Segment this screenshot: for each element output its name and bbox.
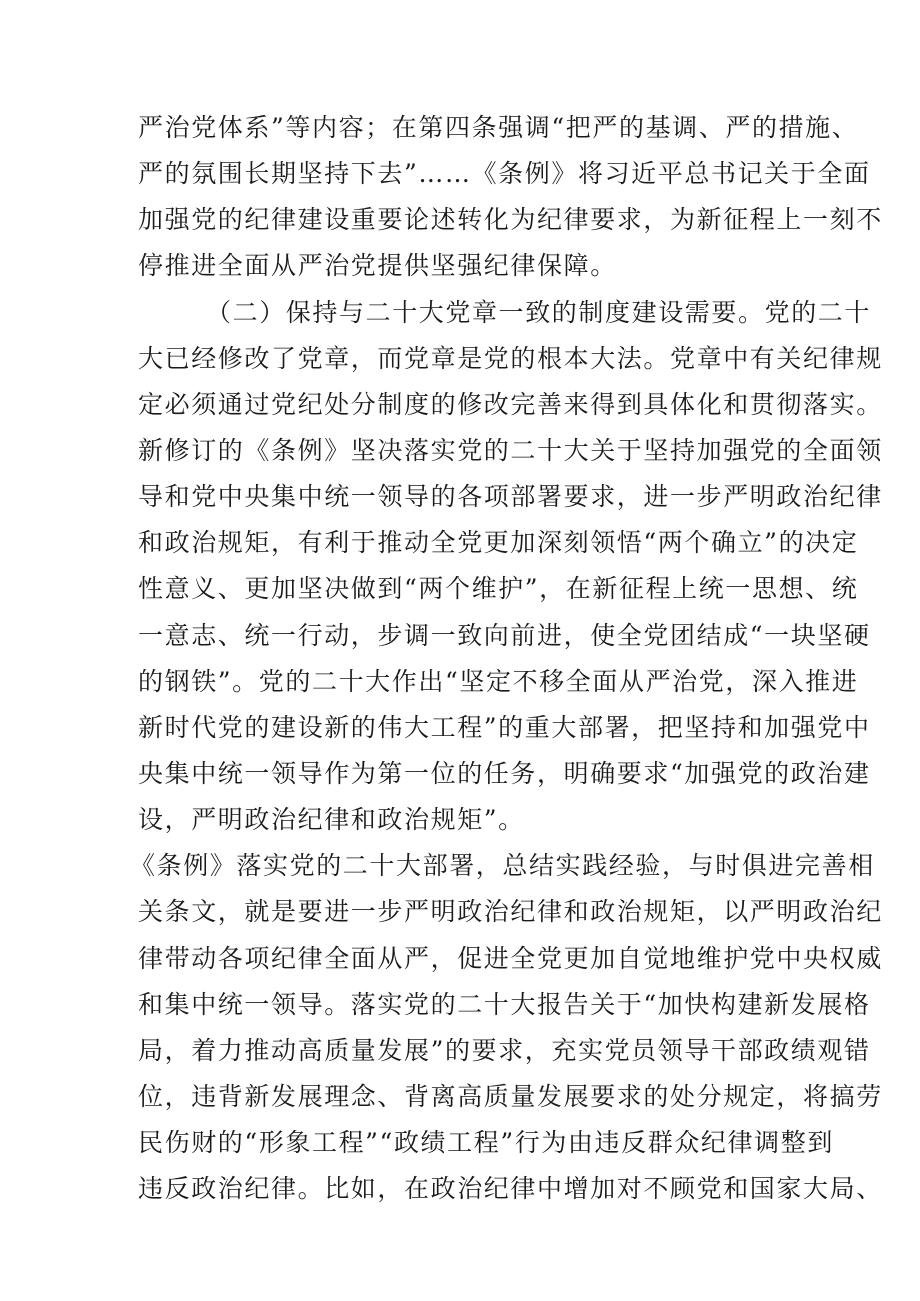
text-line: 和集中统一领导。落实党的二十大报告关于“加快构建新发展格 xyxy=(138,990,871,1019)
text-line: 违反政治纪律。比如，在政治纪律中增加对不顾党和国家大局、 xyxy=(138,1174,883,1203)
text-line: 性意义、更加坚决做到“两个维护”，在新征程上统一思想、统 xyxy=(138,574,859,603)
text-line: 民伤财的“形象工程”“政绩工程”行为由违反群众纪律调整到 xyxy=(138,1128,834,1157)
text-line: 关条文，就是要进一步严明政治纪律和政治规矩，以严明政治纪 xyxy=(138,897,883,926)
text-line: 局，着力推动高质量发展”的要求，充实党员领导干部政绩观错 xyxy=(138,1036,871,1065)
text-line: 一意志、统一行动，步调一致向前进，使全党团结成“一块坚硬 xyxy=(138,621,871,650)
text-line: 律带动各项纪律全面从严，促进全党更加自觉地维护党中央权威 xyxy=(138,944,883,973)
text-line: 的钢铁”。党的二十大作出“坚定不移全面从严治党，深入推进 xyxy=(138,667,859,696)
text-line: 位，违背新发展理念、背离高质量发展要求的处分规定，将搞劳 xyxy=(138,1082,883,1111)
text-line: 严的氛围长期坚持下去”……《条例》将习近平总书记关于全面 xyxy=(138,159,871,188)
text-line: 定必须通过党纪处分制度的修改完善来得到具体化和贯彻落实。 xyxy=(138,390,883,419)
text-line: 设，严明政治纪律和政治规矩”。 xyxy=(138,805,525,834)
section-heading-line: （二）保持与二十大党章一致的制度建设需要。党的二十 xyxy=(206,298,872,327)
text-line: 导和党中央集中统一领导的各项部署要求，进一步严明政治纪律 xyxy=(138,482,883,511)
text-line: 停推进全面从严治党提供坚强纪律保障。 xyxy=(138,251,617,280)
text-line: 《条例》落实党的二十大部署，总结实践经验，与时俱进完善相 xyxy=(130,851,875,880)
text-line: 严治党体系”等内容；在第四条强调“把严的基调、严的措施、 xyxy=(138,113,859,142)
text-line: 和政治规矩，有利于推动全党更加深刻领悟“两个确立”的决定 xyxy=(138,528,859,557)
text-line: 加强党的纪律建设重要论述转化为纪律要求，为新征程上一刻不 xyxy=(138,205,883,234)
text-line: 央集中统一领导作为第一位的任务，明确要求“加强党的政治建 xyxy=(138,759,871,788)
text-line: 新时代党的建设新的伟大工程”的重大部署，把坚持和加强党中 xyxy=(138,713,871,742)
text-line: 大已经修改了党章，而党章是党的根本大法。党章中有关纪律规 xyxy=(138,344,883,373)
text-line: 新修订的《条例》坚决落实党的二十大关于坚持加强党的全面领 xyxy=(138,436,883,465)
